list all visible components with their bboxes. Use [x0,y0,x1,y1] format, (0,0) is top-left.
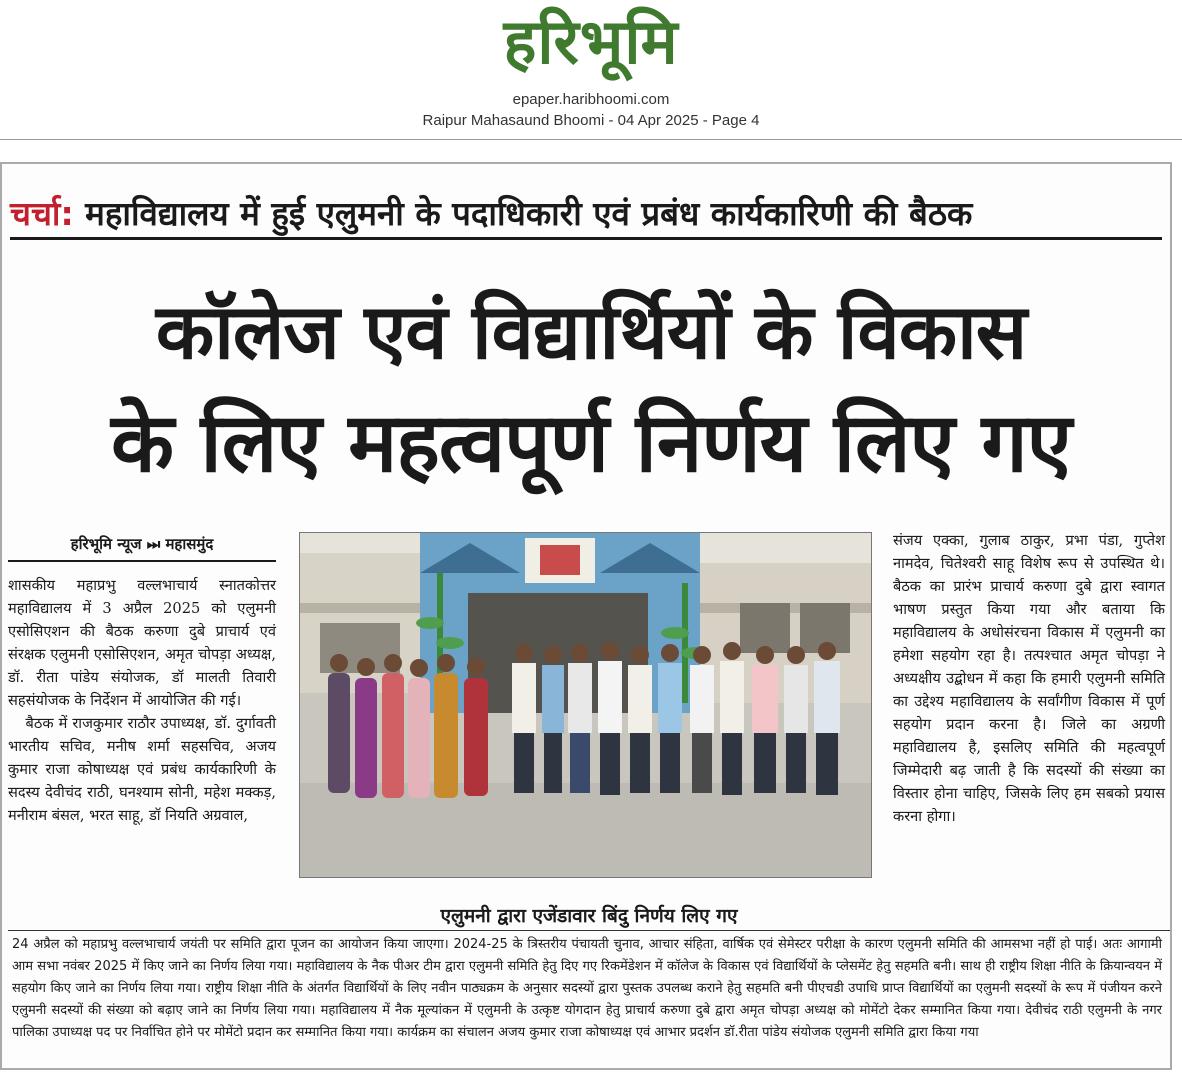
subheading: एलुमनी द्वारा एजेंडावार बिंदु निर्णय लिए गए [8,902,1170,931]
masthead-divider [0,139,1182,140]
group-photo-illustration [300,533,872,878]
bottom-paragraph: 24 अप्रैल को महाप्रभु वल्लभाचार्य जयंती पर समिति द्वारा पूजन का आयोजन किया जाएगा। 2024-25 के त्रिस्तरीय पंचायती चुनाव, आचार संहिता, वार्षिक एवं सेमेस्टर परीक्षा के कारण एलुमनी समिति की आमसभा नहीं हो पाई। अतः आगामी आम सभा नवंबर 2025 में किए जाने का निर्णय लिया गया। महाविद्यालय के नैक पीअर टीम द्वारा एलुमनी समिति हेतु दिए गए रिकमेंडेशन में कॉलेज के विकास एवं विद्यार्थियों के प्लेसमेंट हेतु सहमति बनी। साथ ही राष्ट्रीय शिक्षा नीति के क्रियान्वयन में सहयोग किए जाने का निर्णय लिया गया। राष्ट्रीय शिक्षा नीति के अंतर्गत विद्यार्थियों के लिए नवीन पाठ्यक्रम के अनुसार सदस्यों द्वारा पुस्तक उपलब्ध कराने हेतु सहमति बनी पीएचडी उपाधि प्राप्त विद्यार्थियों का एलुमनी सदस्यों के रूप में पंजीयन करने एलुमनी सदस्यों की संख्या को बढ़ाए जाने का निर्णय लिया गया। महाविद्यालय में नैक मूल्यांकन में एलुमनी के उत्कृष्ट योगदान हेतु प्राचार्य करुणा दुबे द्वारा अमृत चोपड़ा अध्यक्ष को मोमेंटो देकर सम्मानित किया गया। देवीचंद राठी एलुमनी के नगर पालिका उपाध्यक्ष पद पर निर्वाचित होने पर मोमेंटो प्रदान कर सम्मानित किया गया। कार्यक्रम का संचालन अजय कुमार राजा कोषाध्यक्ष एवं आभार प्रदर्शन डॉ.रीता पांडेय संयोजक एलुमनी समिति द्वारा किया गया [12,937,1162,1040]
byline: हरिभूमि न्यूज ⏭ महासमुंद [8,528,276,562]
kicker-label: चर्चा: [10,194,74,233]
headline-line-1: कॉलेज एवं विद्यार्थियों के विकास [155,287,1027,376]
headline-line-2: के लिए महत्वपूर्ण निर्णय लिए गए [111,396,1071,491]
right-paragraph: संजय एक्का, गुलाब ठाकुर, प्रभा पंडा, गुप्तेश नामदेव, चितेश्वरी साहू विशेष रूप से उपस्थित थे। बैठक का प्रारंभ प्राचार्य करुणा दुबे द्वारा स्वागत भाषण प्रस्तुत किया गया और बताया कि महाविद्यालय के अधोसंरचना विकास में एलुमनी का हमेशा सहयोग रहा है। तत्पश्चात अमृत चोपड़ा ने अध्यक्षीय उद्बोधन में कहा कि हमारी एलुमनी समिति का उद्देश्य महाविद्यालय के सर्वांगीण विकास में पूर्ण सहयोग प्रदान करना है। जिले का अग्रणी महाविद्यालय है, इसलिए समिति की महत्वपूर्ण जिम्मेदारी बढ़ जाती है कि सदस्यों की संख्या का विस्तार होना चाहिए, जिसके लिए हम सबको प्रयास करना होगा। [893,532,1165,825]
masthead [0,0,1182,140]
kicker-line [10,191,1162,240]
left-column [8,574,276,827]
group-photo [299,532,872,878]
left-paragraph-1: शासकीय महाप्रभु वल्लभाचार्य स्नातकोत्तर महाविद्यालय में 3 अप्रैल 2025 को एलुमनी एसोसिएशन की बैठक करुणा दुबे प्राचार्य एवं संरक्षक एलुमनी एसोसिएशन, अमृत चोपड़ा अध्यक्ष, डॉ. रीता पांडेय संयोजक, डॉ मालती तिवारी सहसंयोजक के निर्देशन में आयोजित की गई। [8,577,276,709]
left-paragraph-2: बैठक में राजकुमार राठौर उपाध्यक्ष, डॉ. दुर्गावती भारतीय सचिव, मनीष शर्मा सहसचिव, अजय कुमार राजा कोषाध्यक्ष एवं प्रबंध कार्यकारिणी के सदस्य देवीचंद राठी, घनश्याम सोनी, महेश मक्कड़, मनीराम बंसल, भरत साहू, डॉ नियति अग्रवाल, [8,715,276,824]
right-column [893,529,1165,828]
kicker-text: महाविद्यालय में हुई एलुमनी के पदाधिकारी एवं प्रबंध कार्यकारिणी की बैठक [73,194,973,233]
edition-info: Raipur Mahasaund Bhoomi - 04 Apr 2025 - Page 4 [422,112,760,129]
newspaper-logo: हरिभूमि [503,5,679,78]
site-url[interactable]: epaper.haribhoomi.com [512,91,670,108]
